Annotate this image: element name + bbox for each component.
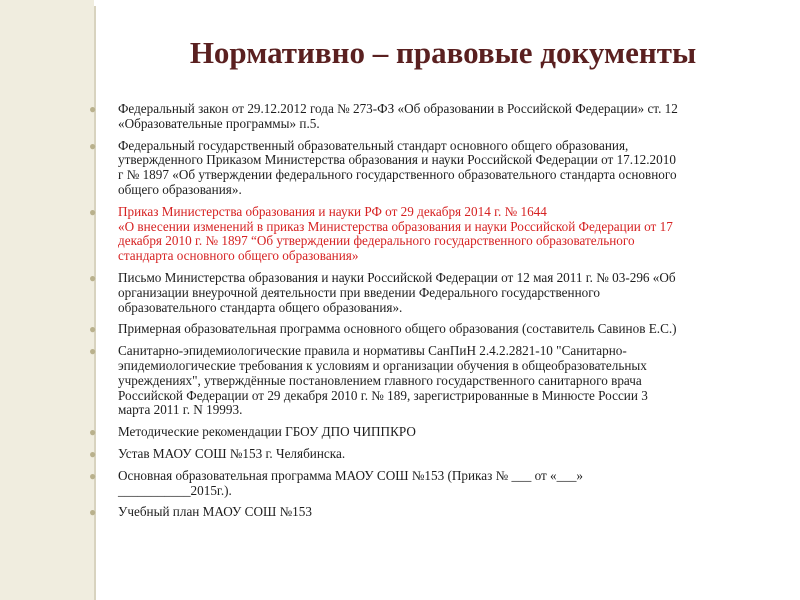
bullet-icon: ● [89, 270, 97, 285]
list-item-line: учреждениях", утверждённые постановлением главного государственного санитарного врача [118, 372, 642, 388]
bullet-icon: ● [89, 468, 97, 483]
list-item-line: образовательного стандарта общего образования». [118, 299, 403, 315]
bullet-icon: ● [89, 425, 97, 440]
documents-list [89, 101, 780, 527]
list-item-line: Федеральный государственный образовательный стандарт основного общего образования, [118, 137, 629, 153]
bullet-icon: ● [89, 138, 97, 153]
list-item-line: Санитарно-эпидемиологические правила и нормативы СанПиН 2.4.2.2821-10 "Санитарно- [118, 343, 627, 359]
list-item-curriculum [89, 504, 780, 520]
list-item-line: Письмо Министерства образования и науки Российской Федерации от 12 мая 2011 г. № 03-296 «Об [118, 269, 676, 285]
list-item-line: общего образования». [118, 181, 242, 197]
list-item-line: Российской Федерации от 29 декабря 2010 г. № 189, зарегистрированные в Минюсте России 3 [118, 387, 648, 403]
slide-side-panel [0, 0, 97, 600]
list-item-line: «Образовательные программы» п.5. [118, 115, 320, 131]
list-item-fgos [89, 137, 780, 198]
list-item-sanpin [89, 343, 780, 418]
list-item-line: эпидемиологические требования к условиям и организации обучения в общеобразовательных [118, 357, 647, 373]
list-item-line: организации внеурочной деятельности при введении Федерального государственного [118, 284, 600, 300]
bullet-icon: ● [89, 505, 97, 520]
list-item-methodical-recommendations [89, 424, 780, 440]
list-item-letter-2011 [89, 269, 780, 315]
list-item-line: Приказ Министерства образования и науки РФ от 29 декабря 2014 г. № 1644 [118, 203, 547, 219]
list-item-line: Основная образовательная программа МАОУ СОШ №153 (Приказ № ___ от «___» [118, 467, 584, 483]
list-item-main-program [89, 467, 780, 499]
list-item-line: Методические рекомендации ГБОУ ДПО ЧИППКРО [118, 424, 416, 440]
bullet-icon: ● [89, 204, 97, 219]
list-item-order-2014 [89, 203, 780, 264]
list-item-example-program [89, 321, 780, 337]
list-item-line: г № 1897 «Об утверждении федерального государственного образовательного стандарта основного [118, 167, 677, 183]
bullet-icon: ● [89, 446, 97, 461]
bullet-icon: ● [89, 344, 97, 359]
list-item-federal-law [89, 101, 780, 132]
slide-title: Нормативно – правовые документы [189, 35, 697, 70]
list-item-line: декабря 2010 г. № 1897 “Об утверждении федерального государственного образовательного [118, 233, 635, 249]
list-item-line: утвержденного Приказом Министерства образования и науки Российской Федерации от 17.12.2010 [118, 152, 676, 168]
bullet-icon: ● [89, 322, 97, 337]
bullet-icon: ● [89, 102, 97, 116]
list-item-line: Федеральный закон от 29.12.2012 года № 273-ФЗ «Об образовании в Российской Федерации» ст. 12 [118, 101, 678, 116]
list-item-line: «О внесении изменений в приказ Министерства образования и науки Российской Федерации от 17 [118, 218, 673, 234]
list-item-line: Учебный план МАОУ СОШ №153 [118, 504, 312, 520]
list-item-charter [89, 445, 780, 462]
list-item-line: ___________2015г.). [118, 482, 232, 498]
list-item-line: Устав МАОУ СОШ №153 г. Челябинска. [118, 445, 346, 461]
list-item-line: марта 2011 г. N 19993. [118, 402, 243, 418]
list-item-line: стандарта основного общего образования» [118, 248, 359, 264]
list-item-line: Примерная образовательная программа основного общего образования (составитель Савинов Е.С.) [118, 321, 677, 337]
